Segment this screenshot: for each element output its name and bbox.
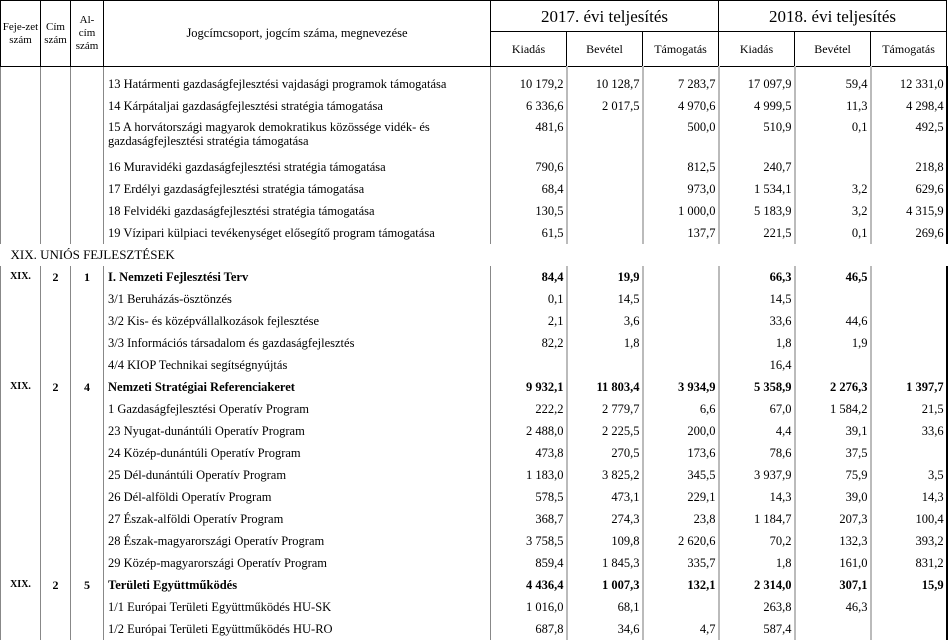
value-cell — [871, 618, 947, 640]
name-cell: 3/3 Információs társadalom és gazdaságfejlesztés — [104, 332, 491, 354]
subtitle-no-cell: 5 — [71, 574, 104, 596]
table-row — [1, 310, 947, 332]
name-cell: 17 Erdélyi gazdaságfejlesztési stratégia támogatása — [104, 178, 491, 200]
value-cell — [643, 266, 719, 288]
value-cell: 473,8 — [491, 442, 567, 464]
value-cell: 3 937,9 — [719, 464, 795, 486]
table-row — [1, 464, 947, 486]
value-cell: 687,8 — [491, 618, 567, 640]
chapter-cell — [1, 552, 41, 574]
value-cell — [567, 354, 643, 376]
subtitle-no-cell — [71, 530, 104, 552]
value-cell: 10 179,2 — [491, 73, 567, 95]
subtitle-no-cell — [71, 178, 104, 200]
value-cell: 130,5 — [491, 200, 567, 222]
value-cell: 7 283,7 — [643, 73, 719, 95]
chapter-cell — [1, 178, 41, 200]
value-cell — [795, 618, 871, 640]
value-cell: 3 758,5 — [491, 530, 567, 552]
table-row — [1, 574, 947, 596]
value-cell: 6,6 — [643, 398, 719, 420]
chapter-cell — [1, 95, 41, 117]
title-no-cell — [41, 332, 71, 354]
header-revenue-2017: Bevétel — [567, 32, 643, 67]
value-cell: 3 934,9 — [643, 376, 719, 398]
title-no-cell — [41, 420, 71, 442]
value-cell: 812,5 — [643, 156, 719, 178]
value-cell: 109,8 — [567, 530, 643, 552]
name-cell: 29 Közép-magyarországi Operatív Program — [104, 552, 491, 574]
value-cell — [871, 332, 947, 354]
table-row — [1, 442, 947, 464]
value-cell: 473,1 — [567, 486, 643, 508]
value-cell: 1 007,3 — [567, 574, 643, 596]
subtitle-no-cell — [71, 222, 104, 244]
name-cell: 4/4 KIOP Technikai segítségnyújtás — [104, 354, 491, 376]
name-cell: 27 Észak-alföldi Operatív Program — [104, 508, 491, 530]
subtitle-no-cell — [71, 464, 104, 486]
title-no-cell — [41, 398, 71, 420]
value-cell — [795, 288, 871, 310]
value-cell: 5 358,9 — [719, 376, 795, 398]
value-cell: 0,1 — [491, 288, 567, 310]
value-cell: 3,2 — [795, 200, 871, 222]
chapter-cell — [1, 222, 41, 244]
value-cell: 82,2 — [491, 332, 567, 354]
subtitle-no-cell — [71, 596, 104, 618]
subtitle-no-cell — [71, 618, 104, 640]
header-title-no: Cím szám — [41, 1, 71, 67]
value-cell: 2 017,5 — [567, 95, 643, 117]
value-cell: 59,4 — [795, 73, 871, 95]
value-cell: 3 825,2 — [567, 464, 643, 486]
table-row — [1, 354, 947, 376]
title-no-cell: 2 — [41, 574, 71, 596]
header-support-2017: Támogatás — [643, 32, 719, 67]
table-row — [1, 486, 947, 508]
subtitle-no-cell — [71, 486, 104, 508]
title-no-cell — [41, 486, 71, 508]
value-cell: 37,5 — [795, 442, 871, 464]
value-cell: 161,0 — [795, 552, 871, 574]
value-cell — [643, 288, 719, 310]
value-cell: 68,4 — [491, 178, 567, 200]
title-no-cell — [41, 552, 71, 574]
value-cell: 137,7 — [643, 222, 719, 244]
chapter-cell — [1, 464, 41, 486]
value-cell: 66,3 — [719, 266, 795, 288]
value-cell: 973,0 — [643, 178, 719, 200]
subtitle-no-cell — [71, 73, 104, 95]
header-year-2017: 2017. évi teljesítés — [491, 1, 719, 32]
title-no-cell: 2 — [41, 376, 71, 398]
value-cell: 67,0 — [719, 398, 795, 420]
value-cell: 269,6 — [871, 222, 947, 244]
name-cell: 23 Nyugat-dunántúli Operatív Program — [104, 420, 491, 442]
value-cell — [871, 596, 947, 618]
value-cell — [567, 178, 643, 200]
value-cell: 1,8 — [567, 332, 643, 354]
value-cell — [871, 310, 947, 332]
value-cell: 1,9 — [795, 332, 871, 354]
chapter-cell — [1, 530, 41, 552]
table-row — [1, 420, 947, 442]
chapter-cell — [1, 596, 41, 618]
title-no-cell — [41, 156, 71, 178]
value-cell — [643, 332, 719, 354]
value-cell: 345,5 — [643, 464, 719, 486]
name-cell: 28 Észak-magyarországi Operatív Program — [104, 530, 491, 552]
value-cell: 578,5 — [491, 486, 567, 508]
subtitle-no-cell — [71, 442, 104, 464]
title-no-cell — [41, 354, 71, 376]
name-cell: 15 A horvátországi magyarok demokratikus közössége vidék- és gazdaságfejlesztési stratégia támogatása — [104, 117, 491, 156]
value-cell: 0,1 — [795, 222, 871, 244]
value-cell — [567, 222, 643, 244]
value-cell: 1 584,2 — [795, 398, 871, 420]
value-cell: 1 016,0 — [491, 596, 567, 618]
subtitle-no-cell: 4 — [71, 376, 104, 398]
value-cell: 33,6 — [719, 310, 795, 332]
value-cell: 100,4 — [871, 508, 947, 530]
chapter-cell — [1, 200, 41, 222]
value-cell: 14,3 — [871, 486, 947, 508]
value-cell: 44,6 — [795, 310, 871, 332]
table-row — [1, 618, 947, 640]
name-cell: 3/2 Kis- és középvállalkozások fejlesztése — [104, 310, 491, 332]
value-cell: 2 314,0 — [719, 574, 795, 596]
header-revenue-2018: Bevétel — [795, 32, 871, 67]
title-no-cell — [41, 95, 71, 117]
name-cell: 19 Vízipari külpiaci tevékenységet elősegítő program támogatása — [104, 222, 491, 244]
value-cell: 3,5 — [871, 464, 947, 486]
value-cell: 1,8 — [719, 552, 795, 574]
subtitle-no-cell — [71, 288, 104, 310]
value-cell: 6 336,6 — [491, 95, 567, 117]
subtitle-no-cell: 1 — [71, 266, 104, 288]
value-cell: 492,5 — [871, 117, 947, 156]
value-cell: 75,9 — [795, 464, 871, 486]
value-cell: 1 397,7 — [871, 376, 947, 398]
subtitle-no-cell — [71, 398, 104, 420]
value-cell: 16,4 — [719, 354, 795, 376]
header-chapter: Feje-zet szám — [1, 1, 41, 67]
name-cell: 3/1 Beruházás-ösztönzés — [104, 288, 491, 310]
value-cell — [643, 310, 719, 332]
chapter-cell: XIX. — [1, 376, 41, 398]
value-cell: 84,4 — [491, 266, 567, 288]
value-cell: 500,0 — [643, 117, 719, 156]
value-cell — [871, 288, 947, 310]
value-cell: 17 097,9 — [719, 73, 795, 95]
value-cell: 78,6 — [719, 442, 795, 464]
value-cell: 39,1 — [795, 420, 871, 442]
name-cell: 18 Felvidéki gazdaságfejlesztési stratégia támogatása — [104, 200, 491, 222]
value-cell: 2 620,6 — [643, 530, 719, 552]
value-cell: 15,9 — [871, 574, 947, 596]
value-cell: 240,7 — [719, 156, 795, 178]
name-cell: 1/1 Európai Területi Együttműködés HU-SK — [104, 596, 491, 618]
value-cell — [795, 354, 871, 376]
value-cell: 307,1 — [795, 574, 871, 596]
value-cell: 19,9 — [567, 266, 643, 288]
title-no-cell — [41, 222, 71, 244]
value-cell — [567, 117, 643, 156]
value-cell: 132,3 — [795, 530, 871, 552]
value-cell: 14,3 — [719, 486, 795, 508]
value-cell: 335,7 — [643, 552, 719, 574]
value-cell: 393,2 — [871, 530, 947, 552]
chapter-cell: XIX. — [1, 266, 41, 288]
title-no-cell — [41, 618, 71, 640]
chapter-cell — [1, 310, 41, 332]
value-cell: 1 534,1 — [719, 178, 795, 200]
value-cell: 1,8 — [719, 332, 795, 354]
value-cell: 173,6 — [643, 442, 719, 464]
value-cell: 831,2 — [871, 552, 947, 574]
title-no-cell — [41, 596, 71, 618]
header-expense-2018: Kiadás — [719, 32, 795, 67]
subtitle-no-cell — [71, 552, 104, 574]
value-cell: 2 488,0 — [491, 420, 567, 442]
value-cell: 4 315,9 — [871, 200, 947, 222]
title-no-cell — [41, 178, 71, 200]
value-cell: 10 128,7 — [567, 73, 643, 95]
chapter-cell — [1, 117, 41, 156]
value-cell: 23,8 — [643, 508, 719, 530]
subtitle-no-cell — [71, 420, 104, 442]
header-name: Jogcímcsoport, jogcím száma, megnevezése — [104, 1, 491, 67]
value-cell: 1 183,0 — [491, 464, 567, 486]
table-row — [1, 596, 947, 618]
name-cell: 16 Muravidéki gazdaságfejlesztési stratégia támogatása — [104, 156, 491, 178]
value-cell: 4 298,4 — [871, 95, 947, 117]
chapter-cell — [1, 73, 41, 95]
chapter-cell — [1, 288, 41, 310]
value-cell — [871, 266, 947, 288]
subtitle-no-cell — [71, 354, 104, 376]
table-row — [1, 117, 947, 156]
value-cell: 1 184,7 — [719, 508, 795, 530]
value-cell: 11,3 — [795, 95, 871, 117]
value-cell: 14,5 — [567, 288, 643, 310]
value-cell: 132,1 — [643, 574, 719, 596]
value-cell: 11 803,4 — [567, 376, 643, 398]
value-cell: 4 970,6 — [643, 95, 719, 117]
value-cell — [871, 442, 947, 464]
name-cell: 25 Dél-dunántúli Operatív Program — [104, 464, 491, 486]
value-cell: 207,3 — [795, 508, 871, 530]
table-row — [1, 178, 947, 200]
value-cell: 9 932,1 — [491, 376, 567, 398]
title-no-cell — [41, 288, 71, 310]
value-cell: 270,5 — [567, 442, 643, 464]
value-cell: 263,8 — [719, 596, 795, 618]
value-cell — [567, 200, 643, 222]
chapter-cell — [1, 332, 41, 354]
value-cell: 46,5 — [795, 266, 871, 288]
value-cell: 14,5 — [719, 288, 795, 310]
header-subtitle-no: Al-cím szám — [71, 1, 104, 67]
table-row — [1, 332, 947, 354]
value-cell: 2 225,5 — [567, 420, 643, 442]
table-row — [1, 266, 947, 288]
subtitle-no-cell — [71, 332, 104, 354]
value-cell: 4,7 — [643, 618, 719, 640]
value-cell: 2 779,7 — [567, 398, 643, 420]
value-cell: 629,6 — [871, 178, 947, 200]
value-cell: 587,4 — [719, 618, 795, 640]
title-no-cell — [41, 200, 71, 222]
chapter-cell — [1, 156, 41, 178]
value-cell: 510,9 — [719, 117, 795, 156]
table-row — [1, 200, 947, 222]
value-cell: 2,1 — [491, 310, 567, 332]
table-row — [1, 73, 947, 95]
name-cell: I. Nemzeti Fejlesztési Terv — [104, 266, 491, 288]
table-row — [1, 508, 947, 530]
value-cell: 21,5 — [871, 398, 947, 420]
subtitle-no-cell — [71, 508, 104, 530]
value-cell: 0,1 — [795, 117, 871, 156]
title-no-cell — [41, 530, 71, 552]
name-cell: 14 Kárpátaljai gazdaságfejlesztési stratégia támogatása — [104, 95, 491, 117]
value-cell: 274,3 — [567, 508, 643, 530]
name-cell: 24 Közép-dunántúli Operatív Program — [104, 442, 491, 464]
value-cell: 859,4 — [491, 552, 567, 574]
value-cell: 4,4 — [719, 420, 795, 442]
name-cell: 13 Határmenti gazdaságfejlesztési vajdasági programok támogatása — [104, 73, 491, 95]
chapter-cell — [1, 420, 41, 442]
title-no-cell — [41, 73, 71, 95]
header-year-2018: 2018. évi teljesítés — [719, 1, 947, 32]
table-row — [1, 156, 947, 178]
value-cell: 4 999,5 — [719, 95, 795, 117]
value-cell: 3,6 — [567, 310, 643, 332]
title-no-cell — [41, 117, 71, 156]
name-cell: 26 Dél-alföldi Operatív Program — [104, 486, 491, 508]
value-cell: 229,1 — [643, 486, 719, 508]
value-cell: 481,6 — [491, 117, 567, 156]
chapter-cell — [1, 398, 41, 420]
value-cell: 222,2 — [491, 398, 567, 420]
table-row — [1, 95, 947, 117]
chapter-cell — [1, 508, 41, 530]
value-cell: 70,2 — [719, 530, 795, 552]
value-cell: 1 845,3 — [567, 552, 643, 574]
name-cell: Területi Együttműködés — [104, 574, 491, 596]
value-cell: 2 276,3 — [795, 376, 871, 398]
subtitle-no-cell — [71, 95, 104, 117]
table-row — [1, 288, 947, 310]
value-cell: 34,6 — [567, 618, 643, 640]
value-cell: 46,3 — [795, 596, 871, 618]
value-cell: 368,7 — [491, 508, 567, 530]
header-expense-2017: Kiadás — [491, 32, 567, 67]
value-cell — [795, 156, 871, 178]
title-no-cell: 2 — [41, 266, 71, 288]
value-cell: 200,0 — [643, 420, 719, 442]
value-cell: 4 436,4 — [491, 574, 567, 596]
value-cell: 218,8 — [871, 156, 947, 178]
table-row — [1, 398, 947, 420]
value-cell — [567, 156, 643, 178]
value-cell — [643, 596, 719, 618]
value-cell: 61,5 — [491, 222, 567, 244]
value-cell: 33,6 — [871, 420, 947, 442]
header-support-2018: Támogatás — [871, 32, 947, 67]
chapter-cell: XIX. — [1, 574, 41, 596]
chapter-cell — [1, 354, 41, 376]
table-row — [1, 530, 947, 552]
value-cell: 68,1 — [567, 596, 643, 618]
value-cell — [643, 354, 719, 376]
chapter-cell — [1, 486, 41, 508]
subtitle-no-cell — [71, 156, 104, 178]
value-cell: 790,6 — [491, 156, 567, 178]
value-cell: 3,2 — [795, 178, 871, 200]
name-cell: Nemzeti Stratégiai Referenciakeret — [104, 376, 491, 398]
section-heading-row — [1, 244, 947, 266]
subtitle-no-cell — [71, 310, 104, 332]
title-no-cell — [41, 442, 71, 464]
title-no-cell — [41, 508, 71, 530]
subtitle-no-cell — [71, 200, 104, 222]
value-cell — [871, 354, 947, 376]
title-no-cell — [41, 464, 71, 486]
value-cell — [491, 354, 567, 376]
name-cell: 1/2 Európai Területi Együttműködés HU-RO — [104, 618, 491, 640]
value-cell: 39,0 — [795, 486, 871, 508]
value-cell: 5 183,9 — [719, 200, 795, 222]
value-cell: 221,5 — [719, 222, 795, 244]
table-row — [1, 552, 947, 574]
chapter-cell — [1, 618, 41, 640]
section-heading: XIX. UNIÓS FEJLESZTÉSEK — [10, 247, 175, 262]
table-row — [1, 222, 947, 244]
chapter-cell — [1, 442, 41, 464]
value-cell: 12 331,0 — [871, 73, 947, 95]
subtitle-no-cell — [71, 117, 104, 156]
value-cell: 1 000,0 — [643, 200, 719, 222]
title-no-cell — [41, 310, 71, 332]
table-row — [1, 376, 947, 398]
name-cell: 1 Gazdaságfejlesztési Operatív Program — [104, 398, 491, 420]
